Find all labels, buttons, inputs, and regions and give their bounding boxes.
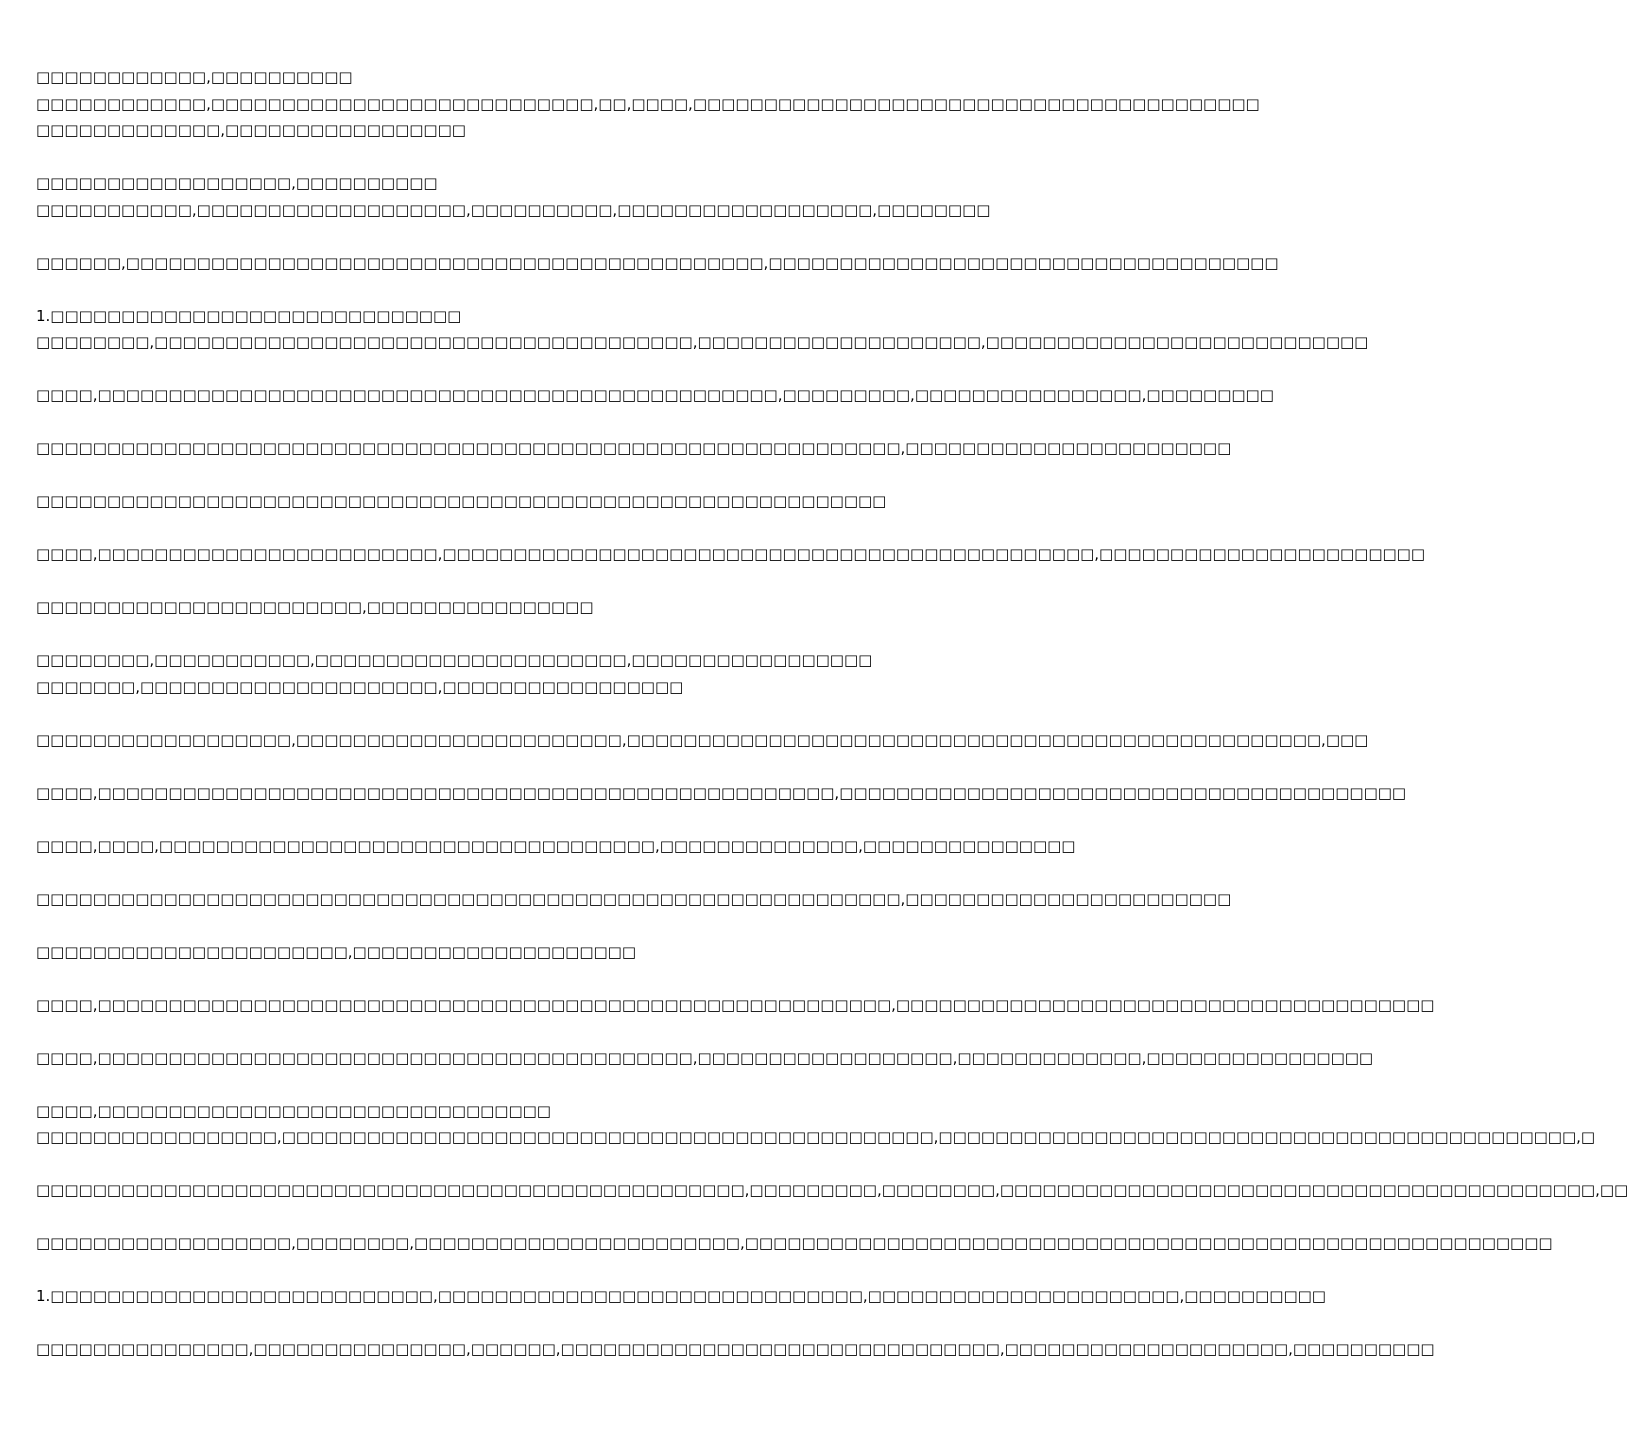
paragraph <box>36 1177 1628 1204</box>
paragraph <box>36 780 1407 807</box>
paragraph <box>36 250 1279 277</box>
text-line: □□□□□□□□,□□□□□□□□□□□□□□□□□□□□□□□□□□□□□□□□□□□□□□,□□□□□□□□□□□□□□□□□□□□,□□□□□□□□□□□□□□□□□□□□□□□□□□□ <box>36 333 1369 351</box>
paragraph <box>36 382 1274 409</box>
text-line: □□□□,□□□□□□□□□□□□□□□□□□□□□□□□,□□□□□□□□□□□□□□□□□□□□□□□□□□□□□□□□□□□□□□□□□□□□□□,□□□□□□□□□□□□□□□□□□□□□□□ <box>36 545 1426 563</box>
paragraph <box>36 541 1426 568</box>
text-line: □□□□□□□□□□□□□,□□□□□□□□□□□□□□□□□ <box>36 121 466 139</box>
text-line: □□□□,□□□□,□□□□□□□□□□□□□□□□□□□□□□□□□□□□□□□□□□□,□□□□□□□□□□□□□□,□□□□□□□□□□□□□□□ <box>36 836 1076 855</box>
paragraph <box>36 1045 1374 1072</box>
paragraph <box>36 833 1076 860</box>
paragraph <box>36 1230 1553 1257</box>
text-line: □□□□□□□□□□□□,□□□□□□□□□□□□□□□□□□□□□□□□□□□,□□,□□□□,□□□□□□□□□□□□□□□□□□□□□□□□□□□□□□□□□□□□□□□□ <box>36 94 1260 113</box>
text-line: □□□□□□□□□□□,□□□□□□□□□□□□□□□□□□□,□□□□□□□□□□,□□□□□□□□□□□□□□□□□□,□□□□□□□□ <box>36 200 991 219</box>
text-line: □□□□□□□□□□□□□□□□□□□□□□,□□□□□□□□□□□□□□□□□□□□ <box>36 942 637 961</box>
paragraph <box>36 170 989 223</box>
paragraph <box>36 1098 1596 1151</box>
text-line: □□□□□□□□□□□□□□□,□□□□□□□□□□□□□□□,□□□□□□,□□□□□□□□□□□□□□□□□□□□□□□□□□□□□□□,□□□□□□□□□□□□□□□□□□□□,□□□□□□□□□□ <box>36 1340 1435 1358</box>
paragraph <box>36 488 989 515</box>
text-line: □□□□,□□□□□□□□□□□□□□□□□□□□□□□□□□□□□□□□□□□□□□□□□□□□□□□□□□□□□□□□,□□□□□□□□□□□□□□□□□□□□□□□□□□□□□□□□□□□□□□ <box>36 995 1435 1014</box>
text-line: □□□□,□□□□□□□□□□□□□□□□□□□□□□□□□□□□□□□□□□□□□□□□□□□□□□□□,□□□□□□□□□,□□□□□□□□□□□□□□□□,□□□□□□□□□ <box>36 386 1274 404</box>
text-line: 1.□□□□□□□□□□□□□□□□□□□□□□□□□□□,□□□□□□□□□□□□□□□□□□□□□□□□□□□□□□,□□□□□□□□□□□□□□□□□□□□□□,□□□□□□□□□□ <box>36 1287 1326 1305</box>
text-line: □□□□□□□□□□□□,□□□□□□□□□□ <box>36 68 353 86</box>
paragraph <box>36 992 1435 1019</box>
paragraph <box>36 886 1232 913</box>
text-line: □□□□□□,□□□□□□□□□□□□□□□□□□□□□□□□□□□□□□□□□□□□□□□□□□□□□,□□□□□□□□□□□□□□□□□□□□□□□□□□□□□□□□□□□□ <box>36 253 1279 272</box>
text-line: □□□□□□□□□□□□□□□□□□□□□□□□□□□□□□□□□□□□□□□□□□□□□□□□□□,□□□□□□□□□,□□□□□□□□,□□□□□□□□□□□□□□□□□□□□□□□□□□□□□□□□□□□□□□□□□□,□□ <box>36 1181 1628 1199</box>
text-line: 1.□□□□□□□□□□□□□□□□□□□□□□□□□□□□□ <box>36 306 462 325</box>
text-line: □□□□□□□□□□□□□□□□□□□□□□□□□□□□□□□□□□□□□□□□□□□□□□□□□□□□□□□□□□□□□,□□□□□□□□□□□□□□□□□□□□□□□ <box>36 889 1232 908</box>
document-body <box>36 64 1628 1389</box>
text-line: □□□□,□□□□□□□□□□□□□□□□□□□□□□□□□□□□□□□□□□□□□□□□□□,□□□□□□□□□□□□□□□□□□,□□□□□□□□□□□□□,□□□□□□□□□□□□□□□□ <box>36 1048 1374 1067</box>
paragraph <box>36 939 989 966</box>
paragraph <box>36 303 1369 356</box>
text-line: □□□□□□□,□□□□□□□□□□□□□□□□□□□□□,□□□□□□□□□□□□□□□□□ <box>36 677 684 696</box>
paragraph <box>36 727 1369 754</box>
paragraph <box>36 435 1232 462</box>
text-line: □□□□□□□□□□□□□□□□□□,□□□□□□□□□□ <box>36 174 438 192</box>
text-line: □□□□,□□□□□□□□□□□□□□□□□□□□□□□□□□□□□□□□ <box>36 1101 551 1120</box>
text-line: □□□□□□□□□□□□□□□□□□,□□□□□□□□□□□□□□□□□□□□□□□,□□□□□□□□□□□□□□□□□□□□□□□□□□□□□□□□□□□□□□□□□□□□□□□□□,□□□ <box>36 730 1369 749</box>
text-line: □□□□□□□□□□□□□□□□□□,□□□□□□□□,□□□□□□□□□□□□□□□□□□□□□□□,□□□□□□□□□□□□□□□□□□□□□□□□□□□□□□□□□□□□□□□□□□□□□□□□□□□□□□□□□ <box>36 1234 1553 1252</box>
text-line: □□□□□□□□□□□□□□□□□□□□□□□□□□□□□□□□□□□□□□□□□□□□□□□□□□□□□□□□□□□□□,□□□□□□□□□□□□□□□□□□□□□□□ <box>36 439 1232 457</box>
paragraph <box>36 64 1260 144</box>
text-line: □□□□□□□□□□□□□□□□□□□□□□□,□□□□□□□□□□□□□□□□ <box>36 598 594 616</box>
paragraph <box>36 1336 1435 1363</box>
text-line: □□□□,□□□□□□□□□□□□□□□□□□□□□□□□□□□□□□□□□□□□□□□□□□□□□□□□□□□□,□□□□□□□□□□□□□□□□□□□□□□□□□□□□□□□□□□□□□□□□ <box>36 783 1407 802</box>
paragraph <box>36 594 989 621</box>
text-line: □□□□□□□□□□□□□□□□□,□□□□□□□□□□□□□□□□□□□□□□□□□□□□□□□□□□□□□□□□□□□□□□,□□□□□□□□□□□□□□□□□□□□□□□□□□□□□□□□□□□□□□□□□□□□□,□ <box>36 1128 1596 1146</box>
paragraph <box>36 647 989 700</box>
text-line: □□□□□□□□,□□□□□□□□□□□,□□□□□□□□□□□□□□□□□□□□□□,□□□□□□□□□□□□□□□□□ <box>36 651 873 669</box>
text-line: □□□□□□□□□□□□□□□□□□□□□□□□□□□□□□□□□□□□□□□□□□□□□□□□□□□□□□□□□□□□ <box>36 492 887 510</box>
paragraph <box>36 1283 1326 1310</box>
